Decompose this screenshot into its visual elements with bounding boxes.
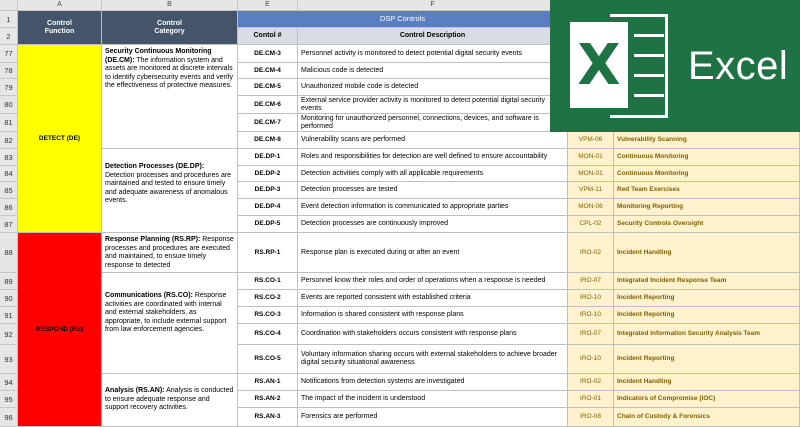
mapped-control-cell[interactable]: IRO-07	[568, 273, 614, 290]
mapped-control-name-cell[interactable]: Security Controls Oversight	[614, 216, 800, 233]
excel-letter: X	[577, 32, 621, 98]
control-number-cell[interactable]: DE.DP-1	[238, 149, 298, 166]
control-description-cell[interactable]: Unauthorized mobile code is detected	[298, 79, 568, 96]
mapped-control-cell[interactable]: MON-06	[568, 199, 614, 216]
control-description-cell[interactable]: Notifications from detection systems are investigated	[298, 374, 568, 391]
category-body: Detection processes and procedures are maintained and tested to ensure timely and adequate awareness of anomalous events.	[105, 171, 232, 204]
control-description-cell[interactable]: Monitoring for unauthorized personnel, connections, devices, and software is performed	[298, 114, 568, 132]
row-number[interactable]: 82	[0, 132, 18, 149]
row-number[interactable]: 89	[0, 273, 18, 290]
row-number[interactable]: 93	[0, 345, 18, 374]
mapped-control-cell[interactable]: CPL-02	[568, 216, 614, 233]
control-description-cell[interactable]: Events are reported consistent with established criteria	[298, 290, 568, 307]
function-detect[interactable]: DETECT (DE)	[18, 45, 102, 233]
mapped-control-name-cell[interactable]: Red Team Exercises	[614, 182, 800, 199]
control-number-cell[interactable]: DE.DP-4	[238, 199, 298, 216]
function-respond[interactable]: RESPOND (RS)	[18, 233, 102, 427]
header-control-category[interactable]: Control Category	[102, 11, 238, 45]
mapped-control-name-cell[interactable]: Incident Handling	[614, 374, 800, 391]
excel-wordmark: Excel	[688, 44, 789, 88]
control-description-cell[interactable]: Response plan is executed during or after an event	[298, 233, 568, 273]
control-description-cell[interactable]: Vulnerability scans are performed	[298, 132, 568, 149]
mapped-control-cell[interactable]: IRO-02	[568, 374, 614, 391]
category-rs-an[interactable]	[102, 374, 238, 427]
control-number-cell[interactable]: DE.DP-5	[238, 216, 298, 233]
row-number[interactable]: 81	[0, 114, 18, 132]
mapped-control-cell[interactable]: IRO-10	[568, 345, 614, 374]
column-header-e[interactable]: E	[238, 0, 298, 11]
category-title: Security Continuous Monitoring (DE.CM):	[105, 48, 212, 64]
control-description-cell[interactable]: Detection processes are tested	[298, 182, 568, 199]
row-number[interactable]: 95	[0, 391, 18, 408]
control-description-cell[interactable]: The impact of the incident is understood	[298, 391, 568, 408]
mapped-control-name-cell[interactable]: Monitoring Reporting	[614, 199, 800, 216]
mapped-control-name-cell[interactable]: Continuous Monitoring	[614, 166, 800, 182]
header-control-description[interactable]: Control Description	[298, 28, 568, 45]
row-number[interactable]: 91	[0, 307, 18, 324]
excel-grid-line	[634, 34, 664, 37]
category-rs-co[interactable]	[102, 273, 238, 374]
row-number[interactable]: 1	[0, 11, 18, 28]
mapped-control-name-cell[interactable]: Integrated Incident Response Team	[614, 273, 800, 290]
category-title: Communications (RS.CO):	[105, 292, 193, 299]
row-number[interactable]: 77	[0, 45, 18, 63]
excel-letter-tile	[570, 22, 628, 108]
control-number-cell[interactable]: DE.CM-4	[238, 63, 298, 79]
excel-logo-icon	[570, 14, 668, 118]
row-number[interactable]: 96	[0, 408, 18, 427]
control-description-cell[interactable]: Information is shared consistent with response plans	[298, 307, 568, 324]
header-dsp-controls[interactable]: DSP Controls	[238, 11, 568, 28]
category-title: Detection Processes (DE.DP):	[105, 163, 205, 170]
mapped-control-name-cell[interactable]: Indicators of Compromise (IOC)	[614, 391, 800, 408]
control-number-cell[interactable]: RS.CO-4	[238, 324, 298, 345]
category-body: Analysis is conducted to ensure adequate response and support recovery activities.	[105, 387, 234, 411]
mapped-control-cell[interactable]: IRO-02	[568, 233, 614, 273]
control-number-cell[interactable]: RS.CO-5	[238, 345, 298, 374]
category-title: Analysis (RS.AN):	[105, 387, 165, 394]
row-number[interactable]: 90	[0, 290, 18, 307]
category-de-cm[interactable]	[102, 45, 238, 149]
row-number[interactable]: 83	[0, 149, 18, 166]
mapped-control-cell[interactable]: MON-01	[568, 149, 614, 166]
control-number-cell[interactable]: RS.CO-1	[238, 273, 298, 290]
column-header-f[interactable]: F	[298, 0, 568, 11]
control-number-cell[interactable]: DE.CM-7	[238, 114, 298, 132]
mapped-control-cell[interactable]: VPM-11	[568, 182, 614, 199]
row-number[interactable]: 92	[0, 324, 18, 345]
mapped-control-cell[interactable]: IRO-01	[568, 391, 614, 408]
mapped-control-name-cell[interactable]: Continuous Monitoring	[614, 149, 800, 166]
row-number[interactable]: 2	[0, 28, 18, 45]
control-number-cell[interactable]: DE.CM-8	[238, 132, 298, 149]
control-description-cell[interactable]: Detection processes are continuously improved	[298, 216, 568, 233]
header-control-number[interactable]: Contol #	[238, 28, 298, 45]
control-description-cell[interactable]: Voluntary information sharing occurs with external stakeholders to achieve broader digital security situational awareness	[298, 345, 568, 374]
row-number[interactable]: 80	[0, 96, 18, 114]
control-number-cell[interactable]: DE.CM-5	[238, 79, 298, 96]
mapped-control-cell[interactable]: MON-01	[568, 166, 614, 182]
control-number-cell[interactable]: RS.AN-3	[238, 408, 298, 427]
excel-grid-line	[634, 74, 664, 77]
row-number[interactable]: 85	[0, 182, 18, 199]
row-number[interactable]: 88	[0, 233, 18, 273]
mapped-control-name-cell[interactable]: Chain of Custody & Forensics	[614, 408, 800, 427]
mapped-control-name-cell[interactable]: Vulnerability Scanning	[614, 132, 800, 149]
mapped-control-cell[interactable]: IRO-07	[568, 324, 614, 345]
category-rs-rp[interactable]	[102, 233, 238, 273]
category-body: The information system and assets are monitored at discrete intervals to identify cybersecurity events and verify the effectiveness of protective measures.	[105, 56, 234, 89]
mapped-control-name-cell[interactable]: Incident Reporting	[614, 290, 800, 307]
control-description-cell[interactable]: Personnel know their roles and order of operations when a response is needed	[298, 273, 568, 290]
column-header-a[interactable]: A	[18, 0, 102, 11]
control-number-cell[interactable]: DE.CM-6	[238, 96, 298, 114]
control-description-cell[interactable]: Malicious code is detected	[298, 63, 568, 79]
control-number-cell[interactable]: RS.AN-2	[238, 391, 298, 408]
mapped-control-name-cell[interactable]: Incident Reporting	[614, 307, 800, 324]
control-number-cell[interactable]: DE.DP-2	[238, 166, 298, 182]
control-number-cell[interactable]: DE.DP-3	[238, 182, 298, 199]
column-header-b[interactable]: B	[102, 0, 238, 11]
control-number-cell[interactable]: RS.CO-3	[238, 307, 298, 324]
row-number[interactable]: 87	[0, 216, 18, 233]
control-number-cell[interactable]: RS.RP-1	[238, 233, 298, 273]
row-number[interactable]: 86	[0, 199, 18, 216]
row-number[interactable]: 78	[0, 63, 18, 79]
mapped-control-cell[interactable]: IRO-08	[568, 408, 614, 427]
row-number[interactable]: 84	[0, 166, 18, 182]
excel-badge	[550, 0, 800, 132]
mapped-control-cell[interactable]: IRO-10	[568, 290, 614, 307]
control-number-cell[interactable]: DE.CM-3	[238, 45, 298, 63]
category-body: Response activities are coordinated with internal and external stakeholders, as appropriate, to include external support from law enforcement agencies.	[105, 292, 227, 333]
control-number-cell[interactable]: RS.CO-2	[238, 290, 298, 307]
excel-grid-line	[634, 94, 664, 97]
control-number-cell[interactable]: RS.AN-1	[238, 374, 298, 391]
mapped-control-name-cell[interactable]: Incident Reporting	[614, 345, 800, 374]
excel-grid-line	[634, 54, 664, 57]
mapped-control-name-cell[interactable]: Integrated Information Security Analysis Team	[614, 324, 800, 345]
row-number[interactable]: 94	[0, 374, 18, 391]
category-de-dp[interactable]	[102, 149, 238, 233]
control-description-cell[interactable]: Personnel activity is monitored to detect potential digital security events	[298, 45, 568, 63]
control-description-cell[interactable]: Event detection information is communicated to appropriate parties	[298, 199, 568, 216]
category-title: Response Planning (RS.RP):	[105, 236, 201, 243]
header-control-function[interactable]: Control Function	[18, 11, 102, 45]
category-body: Response processes and procedures are executed and maintained, to ensure timely response to detected	[105, 236, 234, 269]
control-description-cell[interactable]: Roles and responsibilities for detection are well defined to ensure accountability	[298, 149, 568, 166]
mapped-control-cell[interactable]: IRO-10	[568, 307, 614, 324]
control-description-cell[interactable]: Forensics are performed	[298, 408, 568, 427]
select-all-corner[interactable]	[0, 0, 18, 11]
mapped-control-name-cell[interactable]: Incident Handling	[614, 233, 800, 273]
mapped-control-cell[interactable]: VPM-06	[568, 132, 614, 149]
row-number[interactable]: 79	[0, 79, 18, 96]
control-description-cell[interactable]: Detection activities comply with all applicable requirements	[298, 166, 568, 182]
control-description-cell[interactable]: External service provider activity is monitored to detect potential digital security events	[298, 96, 568, 114]
control-description-cell[interactable]: Coordination with stakeholders occurs consistent with response plans	[298, 324, 568, 345]
